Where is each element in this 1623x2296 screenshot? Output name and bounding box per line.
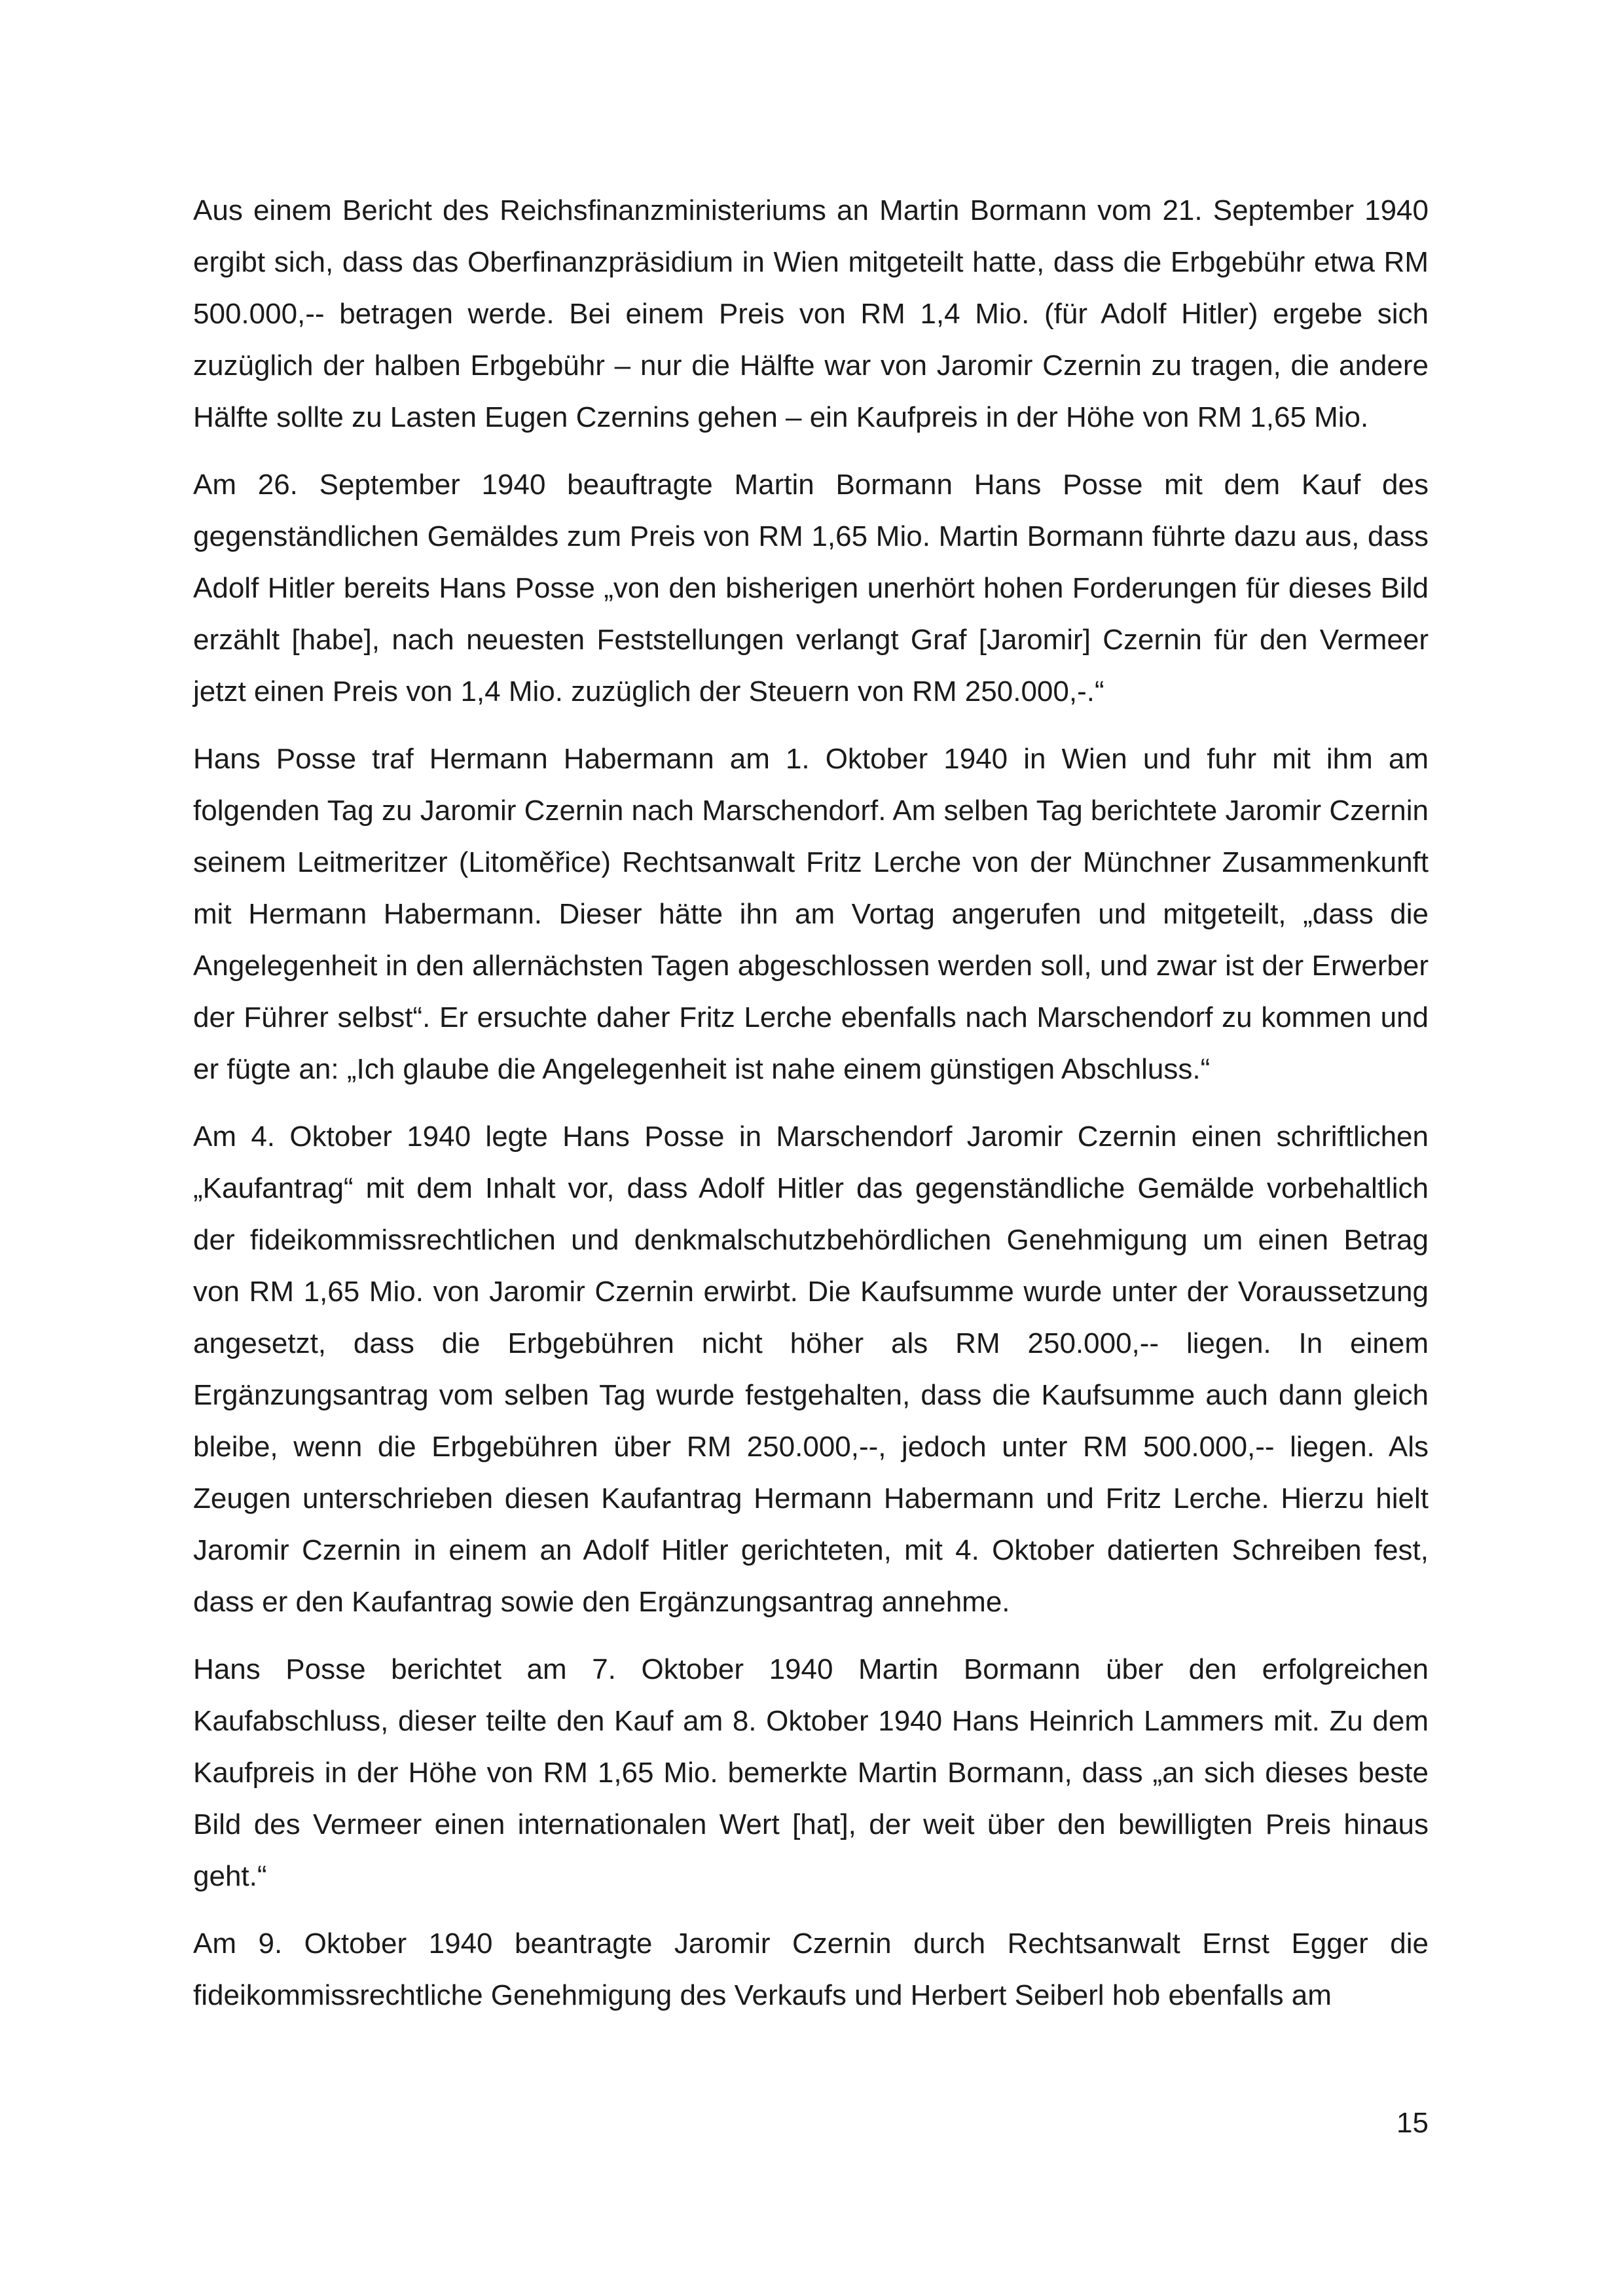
page-number: 15 [1396, 2107, 1429, 2139]
paragraph-bericht-reichsfinanzministerium: Aus einem Bericht des Reichsfinanzministeriums an Martin Bormann vom 21. September 1940 ergibt sich, dass das Oberfinanzpräsidium in Wien mitgeteilt hatte, dass die Erbgebühr etwa RM 500.000,-- betragen werde. Bei einem Preis von RM 1,4 Mio. (für Adolf Hitler) ergebe sich zuzüglich der halben Erbgebühr – nur die Hälfte war von Jaromir Czernin zu tragen, die andere Hälfte sollte zu Lasten Eugen Czernins gehen – ein Kaufpreis in der Höhe von RM 1,65 Mio. [193, 194, 1429, 433]
paragraph-genehmigung: Am 9. Oktober 1940 beantragte Jaromir Czernin durch Rechtsanwalt Ernst Egger die fideikommissrechtliche Genehmigung des Verkaufs und Herbert Seiberl hob ebenfalls am [193, 1928, 1429, 2011]
paragraph-kaufabschluss: Hans Posse berichtet am 7. Oktober 1940 Martin Bormann über den erfolgreichen Kaufabschluss, dieser teilte den Kauf am 8. Oktober 1940 Hans Heinrich Lammers mit. Zu dem Kaufpreis in der Höhe von RM 1,65 Mio. bemerkte Martin Bormann, dass „an sich dieses beste Bild des Vermeer einen internationalen Wert [hat], der weit über den bewilligten Preis hinaus geht.“ [193, 1653, 1429, 1892]
paragraph-auftrag-bormann: Am 26. September 1940 beauftragte Martin Bormann Hans Posse mit dem Kauf des gegenständlichen Gemäldes zum Preis von RM 1,65 Mio. Martin Bormann führte dazu aus, dass Adolf Hitler bereits Hans Posse „von den bisherigen unerhört hohen Forderungen für dieses Bild erzählt [habe], nach neuesten Feststellungen verlangt Graf [Jaromir] Czernin für den Vermeer jetzt einen Preis von 1,4 Mio. zuzüglich der Steuern von RM 250.000,-.“ [193, 469, 1429, 708]
body-text [193, 185, 1429, 2037]
paragraph-reise-marschendorf: Hans Posse traf Hermann Habermann am 1. Oktober 1940 in Wien und fuhr mit ihm am folgenden Tag zu Jaromir Czernin nach Marschendorf. Am selben Tag berichtete Jaromir Czernin seinem Leitmeritzer (Litoměřice) Rechtsanwalt Fritz Lerche von der Münchner Zusammenkunft mit Hermann Habermann. Dieser hätte ihn am Vortag angerufen und mitgeteilt, „dass die Angelegenheit in den allernächsten Tagen abgeschlossen werden soll, und zwar ist der Erwerber der Führer selbst“. Er ersuchte daher Fritz Lerche ebenfalls nach Marschendorf zu kommen und er fügte an: „Ich glaube die Angelegenheit ist nahe einem günstigen Abschluss.“ [193, 743, 1429, 1085]
paragraph-kaufantrag: Am 4. Oktober 1940 legte Hans Posse in Marschendorf Jaromir Czernin einen schriftlichen „Kaufantrag“ mit dem Inhalt vor, dass Adolf Hitler das gegenständliche Gemälde vorbehaltlich der fideikommissrechtlichen und denkmalschutzbehördlichen Genehmigung um einen Betrag von RM 1,65 Mio. von Jaromir Czernin erwirbt. Die Kaufsumme wurde unter der Voraussetzung angesetzt, dass die Erbgebühren nicht höher als RM 250.000,-- liegen. In einem Ergänzungsantrag vom selben Tag wurde festgehalten, dass die Kaufsumme auch dann gleich bleibe, wenn die Erbgebühren über RM 250.000,--, jedoch unter RM 500.000,-- liegen. Als Zeugen unterschrieben diesen Kaufantrag Hermann Habermann und Fritz Lerche. Hierzu hielt Jaromir Czernin in einem an Adolf Hitler gerichteten, mit 4. Oktober datierten Schreiben fest, dass er den Kaufantrag sowie den Ergänzungsantrag annehme. [193, 1121, 1429, 1618]
